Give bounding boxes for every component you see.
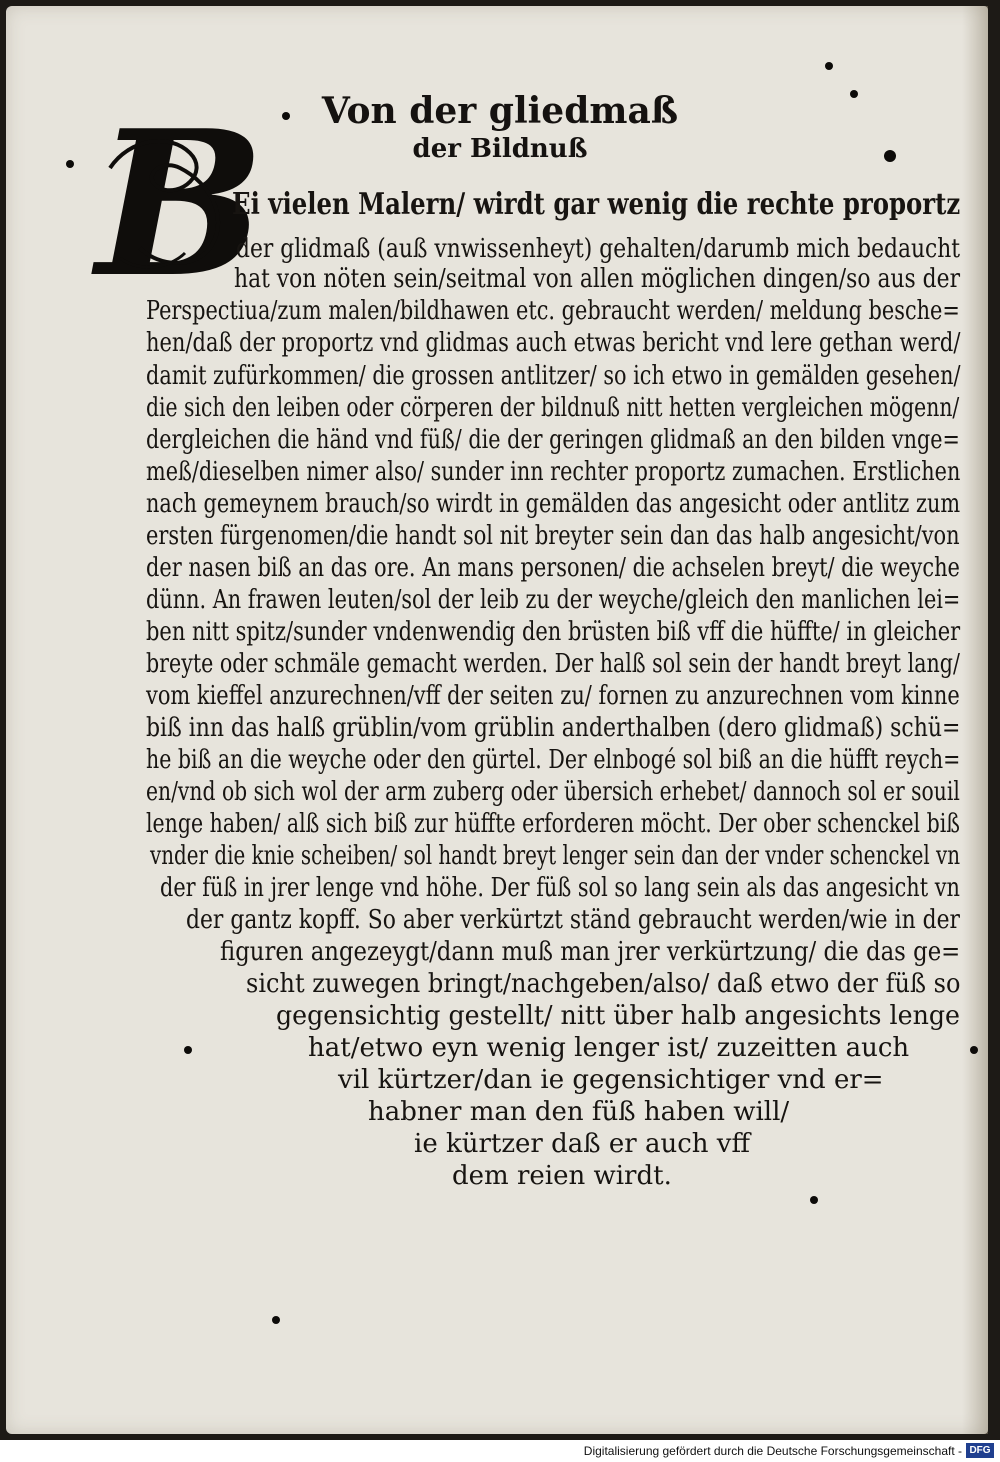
text-line: nach gemeynem brauch/so wirdt in gemälden das angesicht oder antlitz zum [146,489,961,519]
text-line: vnder die knie scheiben/ sol handt breyt lenger sein dan der vnder schenckel vn [150,841,961,871]
text-line: habner man den füß haben will/ [368,1097,790,1127]
text-line: der gantz kopff. So aber verkürtzt ständ gebraucht werden/wie in der [186,905,960,935]
ink-speck [272,1316,280,1324]
text-line: ersten fürgenomen/die handt sol nit breyter sein dan das halb angesicht/von [146,521,960,551]
text-line: der füß in jrer lenge vnd höhe. Der füß sol so lang sein als das angesicht vn [160,873,960,903]
heading-title: Von der gliedmaß [321,90,679,132]
text-line: lenge haben/ alß sich biß zur hüffte erforderen möcht. Der ober schenckel biß [146,809,960,839]
footer-credit: Digitalisierung gefördert durch die Deutsche Forschungsgemeinschaft - [583,1444,962,1458]
text-line: Ei vielen Malern/ wirdt gar wenig die rechte proportz [232,187,961,222]
text-line: figuren angezeygt/dann muß man jrer verkürtzung/ die das ge= [220,937,961,967]
text-line: damit zufürkommen/ die grossen antlitzer/ so ich etwo in gemälden gesehen/ [146,361,961,391]
ink-speck [282,112,290,120]
text-line: dergleichen die händ vnd füß/ die der geringen glidmaß an den bilden vnge= [146,425,960,455]
text-line: hat/etwo eyn wenig lenger ist/ zuzeitten auch [308,1033,910,1063]
text-line: gegensichtig gestellt/ nitt über halb angesichts lenge [276,1001,960,1031]
text-line: dem reien wirdt. [452,1161,672,1191]
ink-speck [184,1046,192,1054]
ink-speck [850,90,858,98]
ink-speck [66,160,74,168]
text-line: hen/daß der proportz vnd glidmas auch etwas bericht vnd lere gethan werd/ [146,328,961,358]
text-line: dünn. An frawen leuten/sol der leib zu der weyche/gleich den manlichen lei= [146,585,961,615]
text-line: sicht zuwegen bringt/nachgeben/also/ daß etwo der füß so [246,969,961,999]
ink-speck [970,1046,978,1054]
heading-subtitle: der Bildnuß [412,134,588,164]
text-line: hat von nöten sein/seitmal von allen möglichen dingen/so aus der [234,264,961,294]
text-line: ben nitt spitz/sunder vndenwendig den brüsten biß vff die hüffte/ in gleicher [146,617,961,647]
text-line: der glidmaß (auß vnwissenheyt) gehalten/darumb mich bedaucht [236,234,961,264]
text-line: meß/dieselben nimer also/ sunder inn rechter proportz zumachen. Erstlichen [146,457,961,487]
text-line: vom kieffel anzurechnen/vff der seiten zu/ fornen zu anzurechnen vom kinne [146,681,960,711]
text-line: vil kürtzer/dan ie gegensichtiger vnd er= [338,1065,884,1095]
text-line: ie kürtzer daß er auch vff [414,1129,750,1159]
decorated-initial: B [96,87,266,322]
ink-speck [825,62,833,70]
text-line: die sich den leiben oder cörperen der bildnuß nitt hetten vergleichen mögenn/ [146,393,960,423]
text-line: breyte oder schmäle gemacht werden. Der halß sol sein der handt breyt lang/ [146,649,960,679]
text-line: en/vnd ob sich wol der arm zuberg oder übersich erhebet/ dannoch sol er souil [146,777,960,807]
text-line: der nasen biß an das ore. An mans personen/ die achselen breyt/ die weyche [146,553,960,583]
text-line: he biß an die weyche oder den gürtel. Der elnbogé sol biß an die hüfft reych= [146,745,961,775]
text-line: biß inn das halß grüblin/vom grüblin anderthalben (dero glidmaß) schü= [146,713,961,743]
text-line: Perspectiua/zum malen/bildhawen etc. gebraucht werden/ meldung besche= [146,296,960,326]
ink-speck [810,1196,818,1204]
dfg-logo: DFG [966,1443,994,1458]
ink-speck [884,150,896,162]
footer-bar [0,1440,1000,1462]
